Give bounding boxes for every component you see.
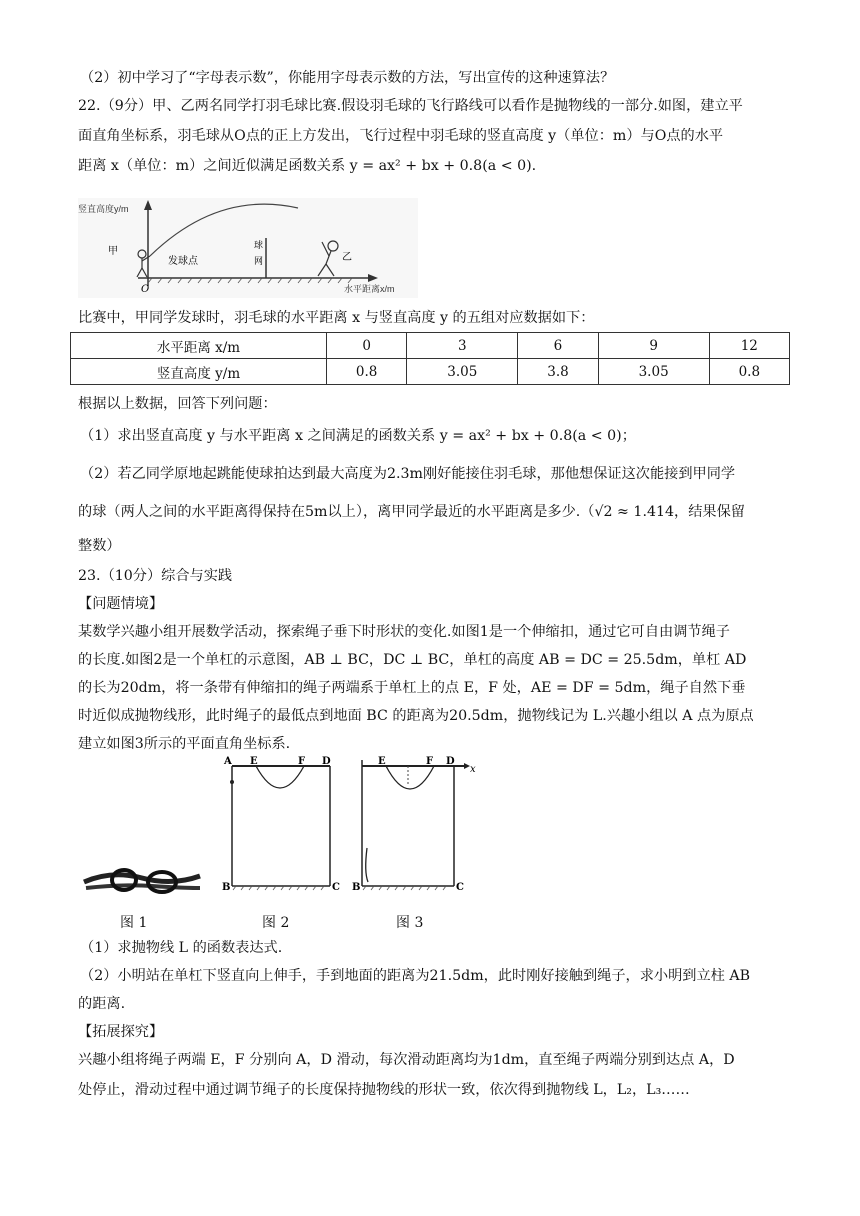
y-axis-label: 竖直高度y/m <box>78 204 129 214</box>
table-cell: 3.05 <box>598 359 709 385</box>
coordinate-figure-3 <box>350 752 480 897</box>
buckle-figure <box>82 858 202 898</box>
net-label-1: 球 <box>254 240 264 250</box>
question-22-part2-line2: 的球（两人之间的水平距离得保持在5m以上），离甲同学最近的水平距离是多少.（√2 ≈ 1.414，结果保留 <box>78 504 745 520</box>
figure-1-caption: 图 1 <box>120 915 148 931</box>
data-table <box>70 332 790 385</box>
question-23-title: 23.（10分）综合与实践 <box>78 568 233 584</box>
table-cell: 0 <box>327 333 407 359</box>
question-21-part2: （2）初中学习了“字母表示数”，你能用字母表示数的方法，写出宣传的这种速算法？ <box>80 70 615 86</box>
point-a-label: A <box>224 756 232 767</box>
question-22-line3: 距离 x（单位：m）之间近似满足函数关系 y = ax² + bx + 0.8(a < 0). <box>78 158 537 174</box>
serve-point-label: 发球点 <box>168 256 198 267</box>
x-axis-label: x <box>470 764 476 775</box>
question-22-part2-line3: 整数） <box>78 538 121 554</box>
point-d-label: D <box>322 756 331 767</box>
origin-label: O <box>141 284 150 295</box>
question-23-line5: 建立如图3所示的平面直角坐标系. <box>78 736 291 752</box>
point-c-label: C <box>332 882 340 893</box>
question-23-extension-line1: 兴趣小组将绳子两端 E，F 分别向 A，D 滑动，每次滑动距离均为1dm，直至绳子两端分别到达点 A，D <box>78 1052 735 1068</box>
table-cell: 3.8 <box>518 359 598 385</box>
point-c-label: C <box>456 882 464 893</box>
question-23-line4: 时近似成抛物线形，此时绳子的最低点到地面 BC 的距离为20.5dm，抛物线记为 L.兴趣小组以 A 点为原点 <box>78 708 754 724</box>
table-row <box>71 333 790 359</box>
question-22-table-intro: 比赛中，甲同学发球时，羽毛球的水平距离 x 与竖直高度 y 的五组对应数据如下： <box>78 310 595 326</box>
point-b-label: B <box>222 882 231 893</box>
section-extension: 【拓展探究】 <box>78 1024 164 1040</box>
question-23-extension-line2: 处停止，滑动过程中通过调节绳子的长度保持抛物线的形状一致，依次得到抛物线 L，L₂，L₃…… <box>78 1082 690 1098</box>
table-row <box>71 359 790 385</box>
table-cell: 0.8 <box>327 359 407 385</box>
question-22-line2: 面直角坐标系，羽毛球从O点的正上方发出，飞行过程中羽毛球的竖直高度 y（单位：m）与O点的水平 <box>78 128 724 144</box>
question-22-part1: （1）求出竖直高度 y 与水平距离 x 之间满足的函数关系 y = ax² + bx + 0.8(a < 0)； <box>80 428 636 444</box>
question-23-part1: （1）求抛物线 L 的函数表达式. <box>80 940 283 956</box>
player-a-label: 甲 <box>108 246 118 257</box>
player-b-label: 乙 <box>342 252 352 263</box>
horizontal-bar-figure-2 <box>222 752 342 897</box>
point-e-label: E <box>250 756 258 767</box>
section-problem-context: 【问题情境】 <box>78 596 164 612</box>
point-f-label: F <box>426 756 434 767</box>
table-cell: 9 <box>598 333 709 359</box>
table-cell: 0.8 <box>709 359 789 385</box>
question-22-prompt: 根据以上数据，回答下列问题： <box>78 396 277 412</box>
question-23-line3: 的长为20dm，将一条带有伸缩扣的绳子两端系于单杠上的点 E，F 处，AE = DF = 5dm，绳子自然下垂 <box>78 680 746 696</box>
figure-3-caption: 图 3 <box>396 915 424 931</box>
point-d-label: D <box>446 756 455 767</box>
table-cell: 12 <box>709 333 789 359</box>
point-e-label: E <box>378 756 386 767</box>
question-23-line2: 的长度.如图2是一个单杠的示意图，AB ⊥ BC，DC ⊥ BC，单杠的高度 AB = DC = 25.5dm，单杠 AD <box>78 652 747 668</box>
question-23-part2-line2: 的距离. <box>78 996 126 1012</box>
figure-2-caption: 图 2 <box>262 915 290 931</box>
rope-parabola <box>386 766 434 789</box>
table-row-label: 竖直高度 y/m <box>71 359 327 385</box>
table-cell: 3.05 <box>407 359 518 385</box>
rope-parabola <box>256 766 304 788</box>
question-23-line1: 某数学兴趣小组开展数学活动，探索绳子垂下时形状的变化.如图1是一个伸缩扣，通过它可自由调节绳子 <box>78 624 730 640</box>
point-f-label: F <box>298 756 306 767</box>
table-cell: 6 <box>518 333 598 359</box>
point-b-label: B <box>352 882 361 893</box>
badminton-court-figure <box>78 198 418 298</box>
x-axis-label: 水平距离x/m <box>344 284 395 294</box>
table-cell: 3 <box>407 333 518 359</box>
question-23-part2-line1: （2）小明站在单杠下竖直向上伸手，手到地面的距离为21.5dm，此时刚好接触到绳子，求小明到立柱 AB <box>80 968 751 984</box>
table-row-label: 水平距离 x/m <box>71 333 327 359</box>
question-22-line1: 22.（9分）甲、乙两名同学打羽毛球比赛.假设羽毛球的飞行路线可以看作是抛物线的一部分.如图，建立平 <box>78 98 743 114</box>
net-label-2: 网 <box>254 256 264 266</box>
question-22-part2-line1: （2）若乙同学原地起跳能使球拍达到最大高度为2.3m刚好能接住羽毛球，那他想保证这次能接到甲同学 <box>80 466 736 482</box>
